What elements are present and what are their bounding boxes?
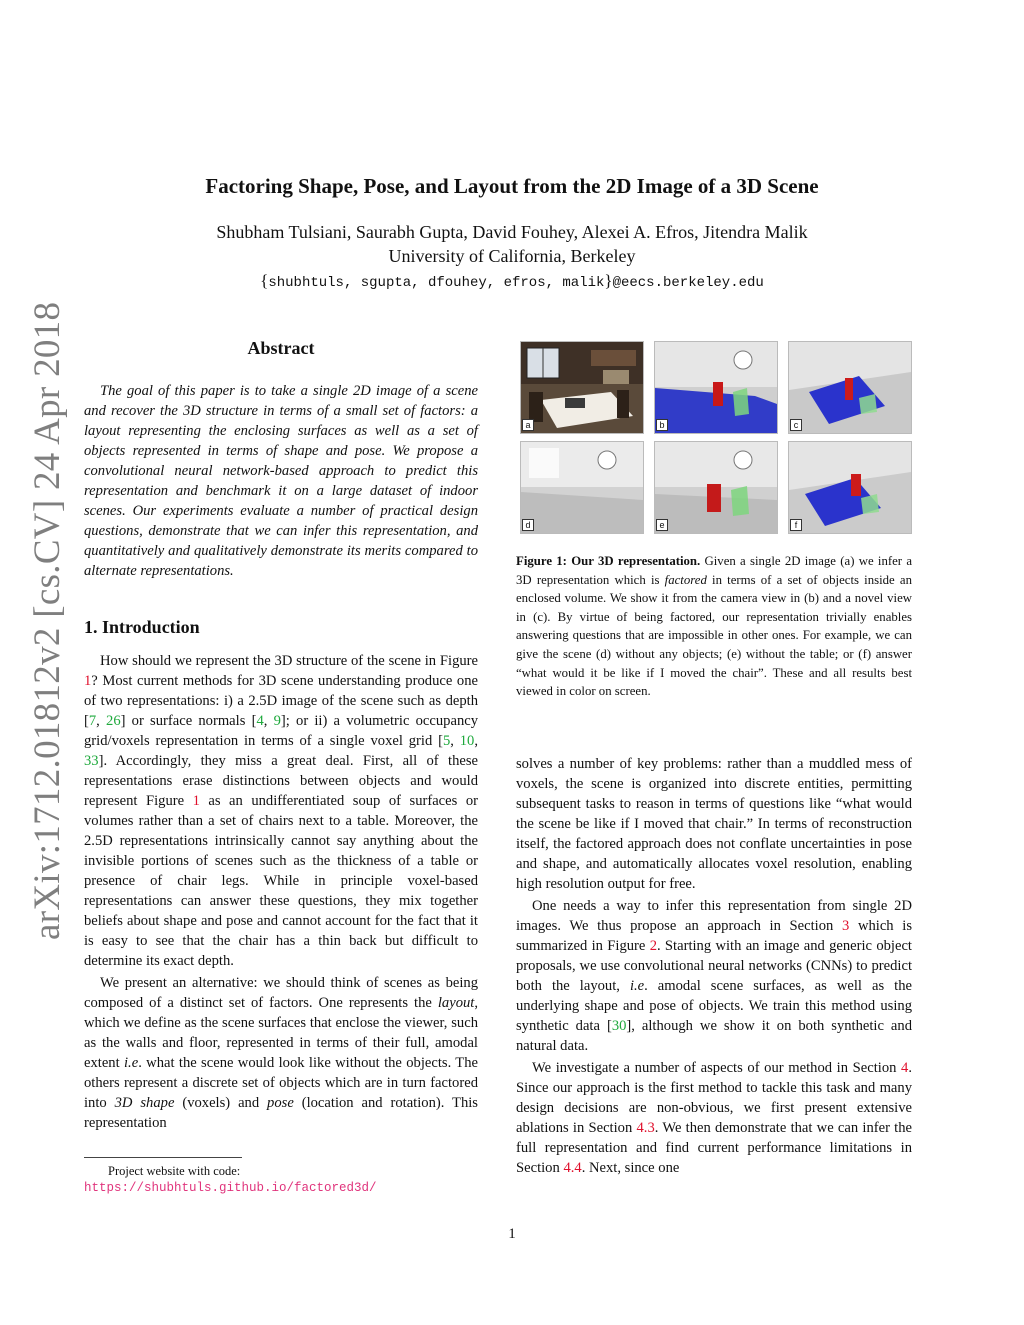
footnote-text: Project website with code: xyxy=(108,1164,241,1178)
panel-label: e xyxy=(656,519,668,531)
italic-term: i.e xyxy=(124,1055,139,1071)
project-url-link[interactable]: https://shubhtuls.github.io/factored3d/ xyxy=(84,1181,377,1195)
intro-paragraph-1 xyxy=(84,651,478,971)
affiliation: University of California, Berkeley xyxy=(388,246,636,266)
render-without-table xyxy=(655,442,777,533)
text-run: ], although we show it on both synthetic and natural data. xyxy=(516,1018,912,1054)
text-run: , xyxy=(450,733,460,749)
email-users: shubhtuls, sgupta, dfouhey, efros, malik xyxy=(268,275,605,291)
citation-link[interactable]: 9 xyxy=(273,713,281,729)
text-run: (voxels) and xyxy=(174,1095,268,1111)
citation-link[interactable]: 5 xyxy=(442,733,451,749)
caption-title: Our 3D representation. xyxy=(571,554,701,568)
caption-text: in terms of a set of objects inside an enclosed volume. We show it from the camera view in (b) and a novel view in (c). By virtue of being factored, our representation trivially enables answering questions that are impossible in other ones. For example, we can give the scene (d) without any objects; (e) without the table; or (f) answer “what would it be like if I moved the chair”. These and all results best viewed in color on screen. xyxy=(516,572,912,699)
text-run: , xyxy=(263,713,274,729)
text-run: ] or surface normals [ xyxy=(120,713,257,729)
citation-link[interactable]: 4 xyxy=(256,713,264,729)
section-heading-introduction: 1. Introduction xyxy=(84,617,200,637)
footnote-rule xyxy=(84,1157,242,1158)
text-run: . We then demonstrate that we can infer the full representation and find current performance limitations in Section xyxy=(516,1120,912,1176)
section-ref-link[interactable]: 3 xyxy=(841,918,850,934)
render-camera-view xyxy=(655,342,777,433)
panel-label: c xyxy=(790,419,802,431)
panel-label: f xyxy=(790,519,802,531)
author-list: Shubham Tulsiani, Saurabh Gupta, David Fouhey, Alexei A. Efros, Jitendra Malik xyxy=(216,222,808,242)
text-run: . what the scene would look like without the objects. The others represent a discrete set of objects which are in turn factored into xyxy=(84,1055,478,1111)
render-novel-view xyxy=(789,342,911,433)
right-paragraph-1: solves a number of key problems: rather than a muddled mess of voxels, the scene is organized into discrete entities, permitting subsequent tasks to reason in terms of questions like “what would the scene be like if I moved that chair.” In terms of reconstruction itself, the factored approach does not conflate uncertainties in pose and shape, and automatically allocates voxel resolution, enabling high resolution output for free. xyxy=(516,756,912,892)
figure-panel-f xyxy=(788,441,912,534)
arxiv-identifier: arXiv:1712.01812v2 [cs.CV] 24 Apr 2018 xyxy=(27,301,68,940)
text-run: as an undifferentiated soup of surfaces or volumes rather than a set of chairs next to a table. Moreover, the 2.5D representations intrinsically cannot say anything about the invisible portions of scenes such as the thickness of a table or presence of chair legs. While in principle voxel-based representations can answer these questions, they mix together beliefs about shape and pose and cannot account for the fact that it is easy to see that the chair has a thin back but difficult to determine its exact depth. xyxy=(84,793,478,969)
text-run: which is summarized in Figure xyxy=(516,918,912,954)
text-run: , xyxy=(474,733,478,749)
email-domain: @eecs.berkeley.edu xyxy=(612,275,764,291)
text-run: How should we represent the 3D structure of the scene in Figure xyxy=(100,653,478,669)
right-paragraph-2 xyxy=(516,896,912,1056)
figure-panel-b xyxy=(654,341,778,434)
paper-title: Factoring Shape, Pose, and Layout from the 2D Image of a 3D Scene xyxy=(205,174,819,198)
author-emails xyxy=(0,271,1024,291)
page-number: 1 xyxy=(508,1226,516,1242)
text-run: ]; or ii) a volumetric occupancy grid/voxels representation in terms of a single voxel grid [ xyxy=(84,713,479,749)
citation-link[interactable]: 7 xyxy=(88,713,97,729)
abstract-body xyxy=(84,381,478,581)
intro-paragraph-2 xyxy=(84,973,478,1133)
caption-label: Figure 1: xyxy=(516,554,567,568)
email-close-brace: } xyxy=(604,271,613,290)
citation-link[interactable]: 10 xyxy=(459,733,475,749)
text-run: (location and rotation). This representation xyxy=(84,1095,478,1131)
figure-panel-e xyxy=(654,441,778,534)
italic-term: i.e xyxy=(629,978,645,994)
text-run: We present an alternative: we should think of scenes as being composed of a distinct set of factors. One represents the xyxy=(84,975,478,1011)
abstract-heading: Abstract xyxy=(247,338,315,358)
right-paragraph-3 xyxy=(516,1058,912,1178)
panel-label: d xyxy=(522,519,534,531)
italic-term: 3D shape xyxy=(114,1095,175,1111)
citation-link[interactable]: 30 xyxy=(611,1018,627,1034)
italic-term: layout xyxy=(437,995,475,1011)
figure-panel-a xyxy=(520,341,644,434)
figure-ref-link[interactable]: 1 xyxy=(192,793,200,809)
email-open-brace: { xyxy=(260,271,269,290)
figure-1-caption xyxy=(516,552,912,701)
footnote xyxy=(84,1163,484,1196)
text-run: , which we define as the scene surfaces that enclose the viewer, such as the walls and floor, represented in terms of their full, amodal extent xyxy=(84,995,478,1071)
section-ref-link[interactable]: 4 xyxy=(901,1060,909,1076)
section-ref-link[interactable]: 4.4 xyxy=(563,1160,582,1176)
scene-photo xyxy=(521,342,643,433)
section-ref-link[interactable]: 4.3 xyxy=(636,1120,655,1136)
text-run: ? Most current methods for 3D scene understanding produce one of two representations: i) a 2.5D image of the scene such as depth [ xyxy=(84,673,478,729)
italic-term: pose xyxy=(267,1095,294,1111)
text-run: ]. Accordingly, they miss a great deal. First, all of these representations erase distinctions between objects and would represent Figure xyxy=(84,753,478,809)
render-moved-chair xyxy=(789,442,911,533)
abstract-text: The goal of this paper is to take a single 2D image of a scene and recover the 3D structure in terms of a small set of factors: a layout representing the enclosing surfaces as well as a set of objects represented in terms of shape and pose. We propose a convolutional neural network-based approach to predict this representation and benchmark it on a large dataset of indoor scenes. Our experiments evaluate a number of practical design questions, demonstrate that we can infer this representation, and quantitatively and qualitatively demonstrate its merits compared to alternate representations. xyxy=(84,383,478,579)
panel-label: a xyxy=(522,419,534,431)
text-run: We investigate a number of aspects of our method in Section xyxy=(532,1060,902,1076)
text-run: , xyxy=(96,713,107,729)
figure-ref-link[interactable]: 2 xyxy=(649,938,657,954)
introduction-body xyxy=(84,651,478,1133)
panel-label: b xyxy=(656,419,668,431)
citation-link[interactable]: 26 xyxy=(106,713,121,729)
figure-panel-d xyxy=(520,441,644,534)
text-run: . amodal scene surfaces, as well as the underlying shape and pose of objects. We train this method using synthetic data [ xyxy=(516,978,912,1034)
text-run: One needs a way to infer this representation from single 2D images. We thus propose an approach in Section xyxy=(516,898,912,934)
right-column-body xyxy=(516,754,912,1178)
figure-panel-c xyxy=(788,341,912,434)
caption-italic: factored xyxy=(664,572,707,587)
text-run: . Starting with an image and generic object proposals, we use convolutional neural networks (CNNs) to predict both the layout, xyxy=(516,938,912,994)
citation-link[interactable]: 33 xyxy=(84,753,99,769)
render-layout-only xyxy=(521,442,643,533)
caption-text: Given a single 2D image (a) we infer a 3D representation which is xyxy=(516,554,912,587)
text-run: . Next, since one xyxy=(581,1160,680,1176)
figure-1 xyxy=(520,341,912,533)
text-run: . Since our approach is the first method to tackle this task and many design decisions are non-obvious, we first present extensive ablations in Section xyxy=(516,1060,912,1136)
figure-ref-link[interactable]: 1 xyxy=(84,673,92,689)
